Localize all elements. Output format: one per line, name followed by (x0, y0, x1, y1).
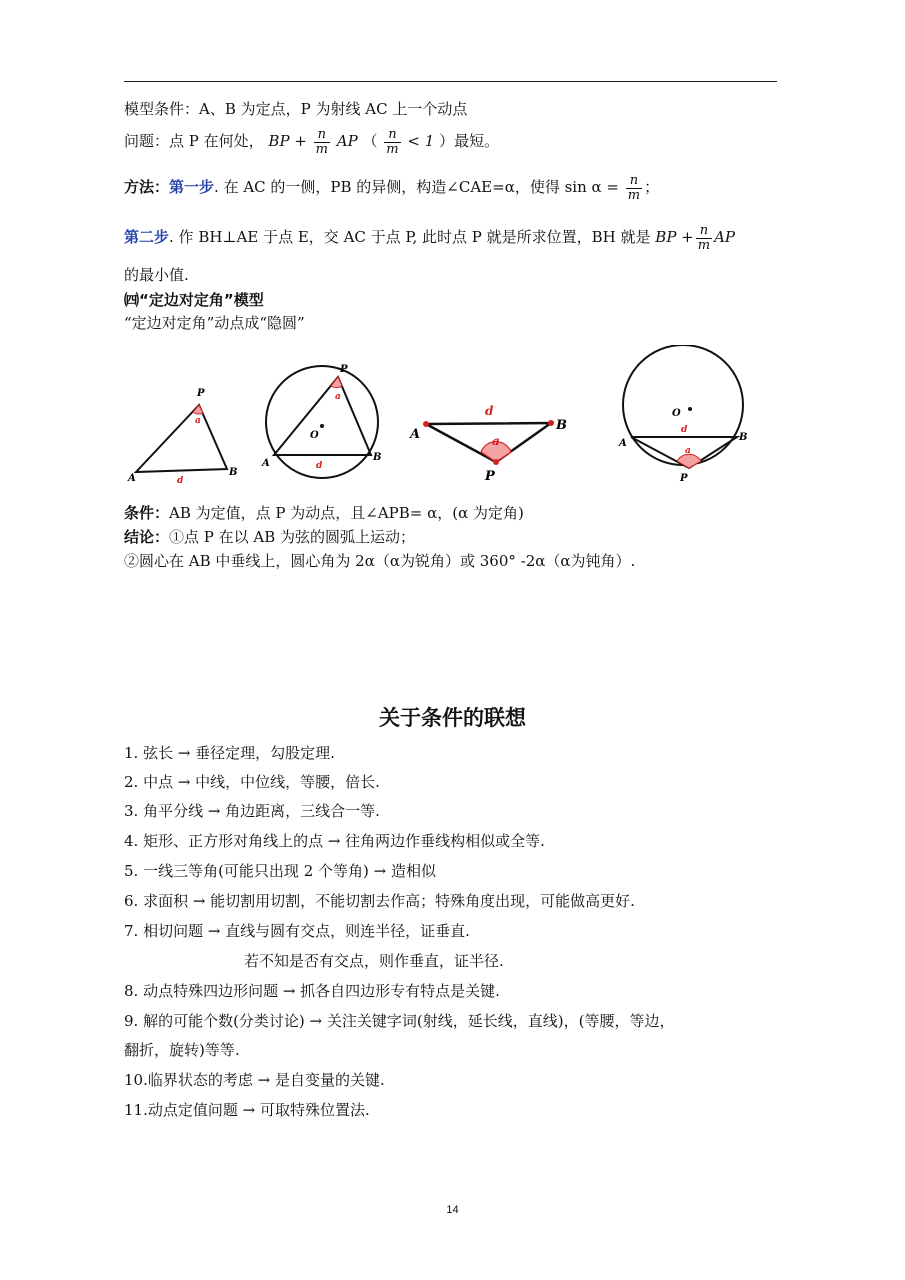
label-A: A (262, 458, 270, 469)
label-A: A (128, 473, 136, 484)
fraction-denominator: m (386, 141, 399, 157)
fraction-denominator: m (627, 187, 641, 203)
question-paren-open: （ (362, 132, 378, 151)
label-a: a (685, 446, 691, 456)
section4-subheading: “定边对定角”动点成“隐圆” (124, 314, 305, 332)
conclusion-1: ①点 P 在以 AB 为弦的圆弧上运动； (169, 528, 416, 546)
figure-circle-acute (258, 362, 393, 482)
question-suffix: ）最短。 (439, 132, 500, 151)
step2-text: . 作 BH⊥AE 于点 E，交 AC 于点 P, 此时点 P 就是所求位置，BH 就是 (169, 228, 651, 247)
fraction-numerator: n (384, 128, 400, 143)
point-B (548, 420, 554, 426)
center-dot (320, 424, 324, 428)
step2-continued: 的最小值. (124, 266, 189, 284)
label-d: d (485, 404, 494, 418)
step1-label: 第一步 (169, 178, 215, 197)
fraction-denominator: m (315, 141, 328, 157)
condition-line (124, 502, 524, 523)
triangle-apb (274, 377, 371, 455)
list-item-continuation: 若不知是否有交点，则作垂直，证半径. (244, 952, 504, 970)
label-d: d (681, 425, 688, 435)
figure-circle-obtuse (615, 345, 785, 485)
method-step2 (124, 224, 735, 252)
label-B: B (739, 432, 748, 443)
condition-label: 条件： (124, 504, 170, 522)
header-rule (124, 81, 777, 82)
question-expr-a: BP + (268, 132, 307, 151)
label-A: A (619, 438, 627, 449)
list-item: 7. 相切问题 → 直线与圆有交点，则连半径，证垂直. (124, 922, 470, 940)
page-number: 14 (446, 1204, 459, 1216)
label-O: O (310, 430, 319, 441)
step2-fraction (696, 224, 712, 252)
question-condition: < 1 (407, 132, 435, 151)
fraction-numerator: n (626, 174, 642, 189)
condition-text: AB 为定值，点 P 为动点，且∠APB= α，(α 为定角) (169, 504, 524, 522)
list-item-continuation: 翻折，旋转)等等. (124, 1041, 240, 1059)
circle (623, 345, 743, 465)
list-item: 9. 解的可能个数(分类讨论) → 关注关键字词(射线，延长线，直线)，(等腰，等边， (124, 1012, 675, 1030)
list-item: 5. 一线三等角(可能只出现 2 个等角) → 造相似 (124, 862, 436, 880)
list-item: 6. 求面积 → 能切割用切割，不能切割去作高；特殊角度出现，可能做高更好. (124, 892, 635, 910)
figure-triangle (124, 380, 244, 485)
model-question (124, 128, 499, 156)
fraction-numerator: n (314, 128, 330, 143)
label-P: P (680, 473, 688, 484)
question-fraction (314, 128, 330, 156)
list-item: 1. 弦长 → 垂径定理，勾股定理. (124, 744, 335, 762)
label-P: P (485, 469, 495, 484)
center-dot (688, 407, 692, 411)
conclusion-label: 结论： (124, 528, 170, 546)
list-item: 2. 中点 → 中线，中位线，等腰，倍长. (124, 773, 380, 791)
conclusion-2: ②圆心在 AB 中垂线上，圆心角为 2α（α为锐角）或 360° -2α（α为钝角）. (124, 552, 636, 570)
step2-expr-b: AP (714, 228, 736, 247)
list-item: 10.临界状态的考虑 → 是自变量的关键. (124, 1071, 385, 1089)
step2-expr-a: BP + (655, 228, 694, 247)
list-item: 3. 角平分线 → 角边距离，三线合一等. (124, 802, 380, 820)
label-d: d (316, 461, 323, 471)
point-A (423, 421, 429, 427)
list-item: 8. 动点特殊四边形问题 → 抓各自四边形专有特点是关键. (124, 982, 500, 1000)
model-condition: 模型条件：A、B 为定点，P 为射线 AC 上一个动点 (124, 100, 468, 118)
method-label: 方法： (124, 178, 170, 197)
conclusion-line (124, 526, 415, 547)
point-P (493, 459, 499, 465)
label-a: a (492, 434, 500, 448)
label-B: B (373, 452, 382, 463)
step1-end: ； (644, 178, 660, 197)
associations-title: 关于条件的联想 (379, 706, 526, 730)
list-item: 4. 矩形、正方形对角线上的点 → 往角两边作垂线构相似或全等. (124, 832, 545, 850)
question-expr-b: AP (336, 132, 358, 151)
label-P: P (197, 388, 205, 399)
question-prefix: 问题：点 P 在何处， (124, 132, 264, 151)
label-a: a (335, 392, 341, 402)
label-P: P (340, 364, 348, 375)
label-B: B (556, 418, 567, 433)
section4-heading: ㈣“定边对定角”模型 (124, 291, 264, 309)
fraction-denominator: m (697, 237, 711, 253)
question-ratio-fraction (384, 128, 400, 156)
label-A: A (410, 427, 421, 442)
sin-fraction (626, 174, 642, 202)
list-item: 11.动点定值问题 → 可取特殊位置法. (124, 1101, 370, 1119)
label-d: d (177, 476, 184, 485)
method-step1 (124, 174, 659, 202)
figure-obtuse-triangle (408, 400, 573, 485)
label-a: a (195, 416, 201, 426)
step2-label: 第二步 (124, 228, 170, 247)
label-B: B (229, 467, 238, 478)
label-O: O (672, 408, 681, 419)
triangle-apb (136, 405, 227, 472)
fraction-numerator: n (696, 224, 712, 239)
step1-text: . 在 AC 的一侧，PB 的异侧，构造∠CAE=α，使得 sin α = (214, 178, 619, 197)
